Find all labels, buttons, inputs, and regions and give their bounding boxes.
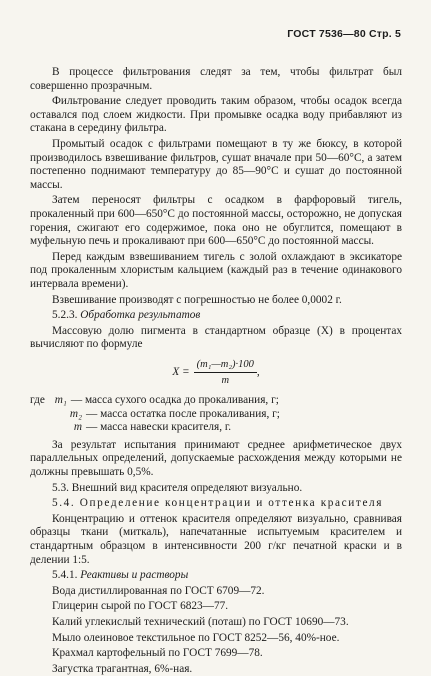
reagent-item: Глицерин сырой по ГОСТ 6823—77. — [52, 600, 229, 613]
legend-prefix: где — [30, 394, 45, 407]
legend-row — [30, 408, 402, 422]
reagent-item: Мыло олеиновое текстильное по ГОСТ 8252—56, 40%-ное. — [52, 631, 340, 644]
reagent-item: Загустка трагантная, 6%-ная. — [52, 662, 193, 675]
section-number: 5.4.1. — [52, 569, 78, 582]
paragraph-result: За результат испытания принимают среднее арифметическое двух параллельных определений, допускаемые расхождения между которыми не должны превышать 0,5%. — [30, 438, 402, 479]
paragraph-weighing-accuracy: Взвешивание производят с погрешностью не более 0,0002 г. — [52, 293, 342, 306]
paragraph-filtration-method: Фильтрование следует проводить таким образом, чтобы осадок всегда оставался под слоем жидкости. При промывке осадка воду прибавляют из стакана в середину фильтра. — [30, 95, 402, 135]
section-title: Реактивы и растворы — [80, 569, 189, 582]
section-title: Обработка результатов — [80, 309, 201, 322]
formula-fraction — [194, 358, 257, 388]
formula-numerator: (m₁—m₂)·100 — [194, 358, 257, 374]
paragraph-drying: Промытый осадок с фильтрами помещают в ту же бюксу, в которой производилось взвешивание фильтров, сушат вначале при 50—60°С, а затем постепенно поднимают температуру до 85—90°С и сушат до постоянной массы. — [30, 137, 402, 191]
page-header: ГОСТ 7536—80 Стр. 5 — [287, 28, 401, 40]
paragraph-calcination: Затем переносят фильтры с осадком в фарфоровый тигель, прокаленный при 600—650°С до постоянной массы, осторожно, не допуская горения, сжигают его содержимое, пока оно не обуглится, помещают в муфельную печь и прокаливают при 600—650°С до постоянной массы. — [30, 194, 402, 248]
section-number: 5.2.3. — [52, 309, 78, 322]
section-heading-results — [30, 309, 402, 323]
formula-lhs: X = — [172, 366, 190, 379]
formula-denominator: m — [221, 375, 230, 387]
legend-symbol: m — [73, 421, 82, 434]
legend-text: — масса сухого осадка до прокаливания, г; — [70, 394, 279, 407]
paragraph-concentration-method: Концентрацию и оттенок красителя определяют визуально, сравнивая образцы ткани (миткаль), напечатанные испытуемым красителем и стандартным образцом в интенсивности 200 г/кг печатной краски и в делении 1:5. — [30, 512, 402, 566]
section-heading-reagents — [30, 569, 402, 583]
legend-text: — масса остатка после прокаливания, г; — [86, 407, 280, 420]
reagent-item: Калий углекислый технический (поташ) по ГОСТ 10690—73. — [52, 615, 349, 628]
paragraph-formula-intro: Массовую долю пигмента в стандартном образце (X) в процентах вычисляют по формуле — [30, 324, 402, 351]
document-body — [30, 66, 402, 676]
formula-legend — [30, 394, 402, 435]
formula-tail: , — [256, 366, 260, 379]
legend-text: — масса навески красителя, г. — [86, 421, 232, 434]
paragraph-filtration-clarity: В процессе фильтрования следят за тем, чтобы фильтрат был совершенно прозрачным. — [30, 66, 402, 92]
paragraph-cooling: Перед каждым взвешиванием тигель с золой охлаждают в эксикаторе под прокаленным хлористым кальцием (каждый раз в течение одинакового интервала времени). — [30, 250, 402, 290]
section-heading-concentration: 5.4. Определение концентрации и оттенка красителя — [52, 497, 384, 510]
reagent-item: Крахмал картофельный по ГОСТ 7699—78. — [52, 647, 263, 660]
paragraph-appearance: 5.3. Внешний вид красителя определяют визуально. — [52, 481, 303, 494]
legend-symbol: m₁ — [54, 394, 67, 407]
formula — [30, 358, 402, 388]
legend-symbol: m₂ — [69, 407, 82, 420]
legend-row — [30, 421, 402, 435]
reagent-item: Вода дистиллированная по ГОСТ 6709—72. — [52, 584, 265, 597]
legend-row — [30, 394, 402, 408]
